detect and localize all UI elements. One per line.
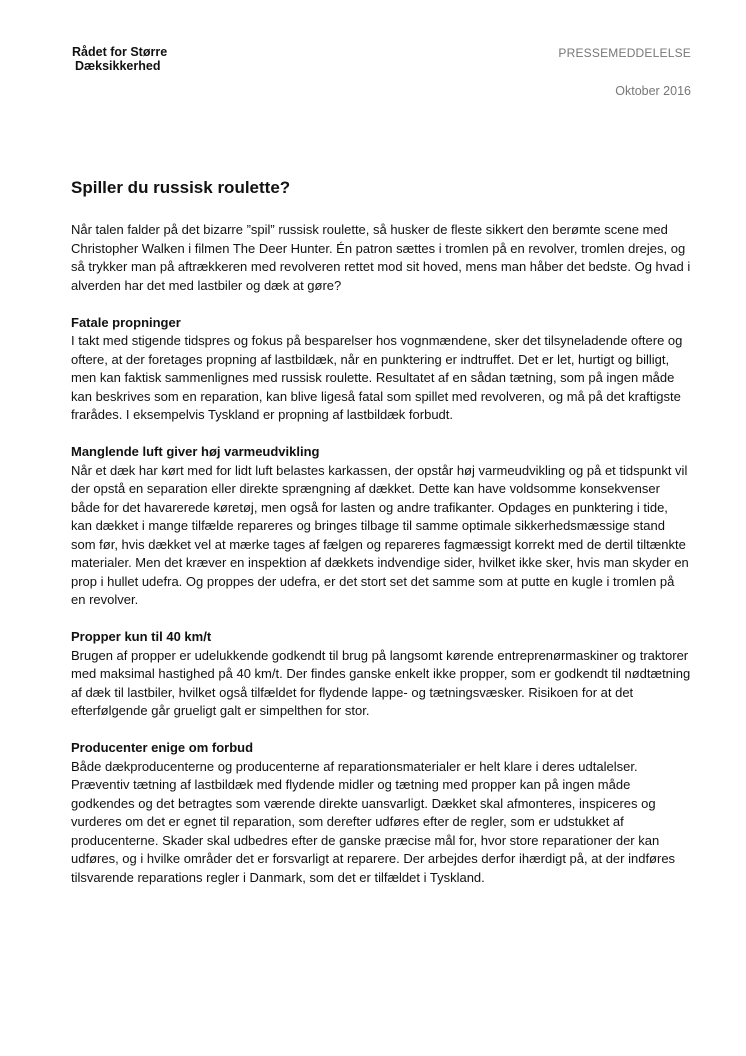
article-body: [71, 221, 691, 887]
page-title: Spiller du russisk roulette?: [71, 178, 291, 197]
section-fatal-plugging: [71, 314, 691, 425]
section-heading: Producenter enige om forbud: [71, 740, 254, 755]
section-heading: Propper kun til 40 km/t: [71, 629, 212, 644]
organization-name-line2: Dæksikkerhed: [75, 59, 161, 73]
section-low-pressure-heat: [71, 443, 691, 610]
organization-name: [72, 45, 167, 73]
section-paragraph: Når et dæk har kørt med for lidt luft belastes karkassen, der opstår høj varmeudvikling og på et tidspunkt vil der opstå en separation eller direkte sprængning af dækket. Dette kan have voldsomme konsekvenser både for det havarerede køretøj, men også for lasten og andre trafikanter. Opdages en punktering i tide, kan dækket i mange tilfælde repareres og bringes tilbage til samme optimale sikkerhedsmæssige stand som før, hvis dækket vel at mærke tages af fælgen og repareres fagmæssigt korrekt med de dertil tiltænkte materialer. Men det kræver en inspektion af dækkets indvendige sider, hvilket ikke sker, hvis man skyder en prop i hullet udefra. Og proppes der udefra, er det stort set det samme som at putte en kugle i tromlen på en revolver.: [71, 462, 689, 607]
document-type: PRESSEMEDDELELSE: [558, 46, 691, 60]
section-paragraph: Både dækproducenterne og producenterne af reparationsmaterialer er helt klare i deres udtalelser. Præventiv tætning af lastbildæk med flydende midler og tætning med propper kan på ingen måde godkendes og det betragtes som værende direkte uansvarligt. Dækket skal afmonteres, inspiceres og vurderes om det er egnet til reparation, som derefter udføres efter de regler, som er udstukket af producenterne. Skader skal udbedres efter de ganske præcise mål for, hvor store reparationer der kan udføres, og i hvilke områder det er forsvarligt at reparere. Der arbejdes derfor ihærdigt på, at der indføres tilsvarende reparations regler i Danmark, som det er tilfældet i Tyskland.: [71, 758, 676, 885]
section-plugs-40kmh: [71, 628, 691, 721]
section-producers-agree: [71, 739, 691, 887]
intro-paragraph: Når talen falder på det bizarre ”spil” russisk roulette, så husker de fleste sikkert den berømte scene med Christopher Walken i filmen The Deer Hunter. Én patron sættes i tromlen på en revolver, tromlen drejes, og så trykker man på aftrækkeren med revolveren rettet mod sit hoved, mens man håber det bedste. Og hvad i alverden har det med lastbiler og dæk at gøre?: [71, 222, 691, 293]
section-paragraph: I takt med stigende tidspres og fokus på besparelser hos vognmændene, sker det tilsyneladende oftere og oftere, at der foretages propning af lastbildæk, når en punktering er indtruffet. Det er let, hurtigt og billigt, men kan faktisk sammenlignes med russisk roulette. Resultatet af en sådan tætning, som på ingen måde kan beskrives som en reparation, kan blive ligeså fatal som spillet med revolveren, og må på det kraftigste frarådes. I eksempelvis Tyskland er propning af lastbildæk forbudt.: [71, 333, 683, 422]
section-heading: Manglende luft giver høj varmeudvikling: [71, 444, 320, 459]
organization-name-line1: Rådet for Større: [72, 45, 168, 59]
section-heading: Fatale propninger: [71, 314, 181, 330]
section-paragraph: Brugen af propper er udelukkende godkendt til brug på langsomt kørende entreprenørmaskiner og traktorer med maksimal hastighed på 40 km/t. Der findes ganske enkelt ikke propper, som er godkendt til nødtætning af dæk til lastbiler, hvilket også tilfældet for flydende lappe- og tætningsvæsker. Risikoen for at det efterfølgende går grueligt galt er simpelthen for stor.: [71, 647, 691, 718]
document-date: Oktober 2016: [615, 84, 691, 98]
